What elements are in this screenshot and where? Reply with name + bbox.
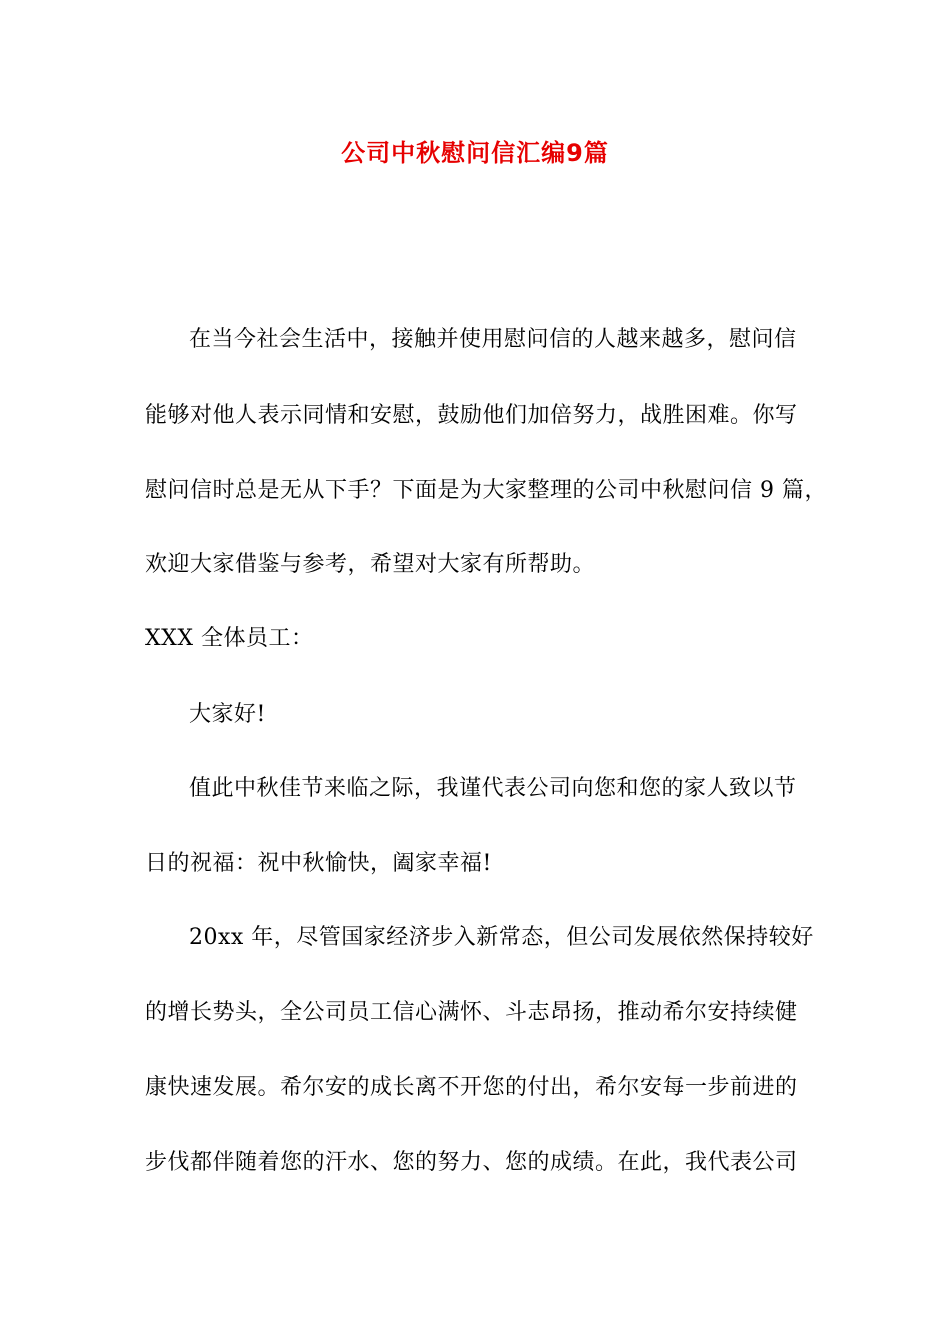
- body-line: 在当今社会生活中，接触并使用慰问信的人越来越多，慰问信: [189, 327, 797, 352]
- body-line: 慰问信时总是无从下手？下面是为大家整理的公司中秋慰问信 9 篇，: [145, 478, 827, 503]
- greeting-line: 大家好!: [189, 702, 266, 727]
- body-line: 步伐都伴随着您的汗水、您的努力、您的成绩。在此，我代表公司: [145, 1150, 798, 1175]
- document-title: 公司中秋慰问信汇编9篇: [341, 139, 609, 167]
- body-line: 欢迎大家借鉴与参考，希望对大家有所帮助。: [145, 552, 596, 577]
- body-line: 20xx 年，尽管国家经济步入新常态，但公司发展依然保持较好: [189, 925, 814, 950]
- body-line: 能够对他人表示同情和安慰，鼓励他们加倍努力，战胜困难。你写: [145, 403, 798, 428]
- body-line: 康快速发展。希尔安的成长离不开您的付出，希尔安每一步前进的: [145, 1075, 798, 1100]
- salutation-line: XXX 全体员工：: [145, 626, 314, 651]
- body-line: 值此中秋佳节来临之际，我谨代表公司向您和您的家人致以节: [189, 776, 797, 801]
- body-line: 日的祝福：祝中秋愉快，阖家幸福!: [145, 851, 492, 876]
- body-line: 的增长势头，全公司员工信心满怀、斗志昂扬，推动希尔安持续健: [145, 1000, 798, 1025]
